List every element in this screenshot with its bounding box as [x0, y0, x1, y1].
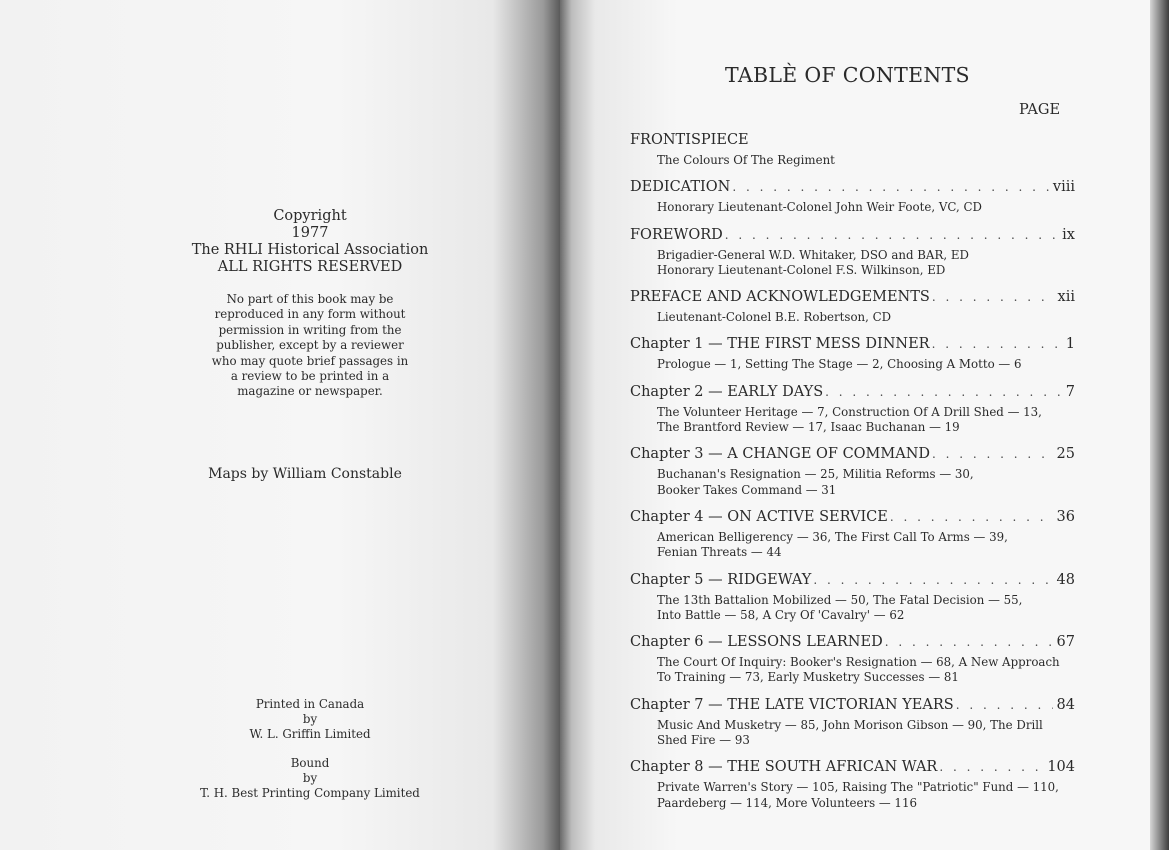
toc-subtopic-line: American Belligerency — 36, The First Call To Arms — 39,: [657, 529, 1008, 544]
bound-line: by: [302, 771, 318, 786]
toc-entry-heading: [630, 696, 1075, 714]
toc-entry-heading: [630, 288, 1075, 306]
toc-entry: [630, 335, 1075, 372]
toc-subtopic-line: Buchanan's Resignation — 25, Militia Reforms — 30,: [657, 467, 974, 482]
copyright-block: [160, 208, 460, 276]
binder-name: T. H. Best Printing Company Limited: [200, 786, 420, 801]
toc-entry-subtopics: [630, 405, 1075, 436]
toc-entry-title: Chapter 6 — LESSONS LEARNED: [630, 634, 883, 651]
toc-entry-subtopics: [630, 593, 1075, 624]
toc-page-number: 25: [1056, 446, 1075, 463]
reproduction-notice: [190, 292, 430, 400]
dot-leader: [723, 226, 1058, 244]
toc-entry-title: FRONTISPIECE: [630, 132, 749, 148]
toc-subtopic-line: Prologue — 1, Setting The Stage — 2, Choosing A Motto — 6: [657, 357, 1022, 372]
toc-entry-subtopics: [630, 357, 1075, 372]
dot-leader: [883, 633, 1053, 651]
toc-entry-title: Chapter 3 — A CHANGE OF COMMAND: [630, 446, 931, 463]
notice-line: reproduced in any form without: [214, 307, 406, 322]
toc-subtopic-line: Honorary Lieutenant-Colonel John Weir Foote, VC, CD: [657, 200, 982, 215]
toc-entry-subtopics: [630, 530, 1075, 561]
bound-line: Bound: [290, 756, 330, 770]
copyright-holder: The RHLI Historical Association: [191, 242, 429, 258]
toc-entry-heading: [630, 178, 1075, 196]
dot-leader: [888, 508, 1053, 526]
toc-subtopic-line: Fenian Threats — 44: [657, 545, 782, 560]
toc-entry: [630, 571, 1075, 624]
toc-page-number: 104: [1047, 759, 1075, 776]
toc-entry: [630, 633, 1075, 686]
dot-leader: [823, 383, 1062, 401]
toc-entry-heading: [630, 508, 1075, 526]
rights-statement: ALL RIGHTS RESERVED: [217, 259, 403, 275]
notice-line: publisher, except by a reviewer: [216, 338, 404, 353]
toc-entry-title: PREFACE AND ACKNOWLEDGEMENTS: [630, 289, 930, 306]
toc-entry-heading: [630, 383, 1075, 401]
toc-entry: [630, 508, 1075, 561]
toc-entry-subtopics: [630, 467, 1075, 498]
toc-entry: [630, 131, 1075, 168]
printed-by-block: [170, 697, 450, 743]
toc-page-number: ix: [1062, 226, 1075, 243]
toc-subtopic-line: The 13th Battalion Mobilized — 50, The Fatal Decision — 55,: [657, 592, 1023, 607]
toc-subtopic-line: The Colours Of The Regiment: [657, 153, 835, 167]
bound-by-block: [150, 756, 470, 802]
toc-entry: [630, 758, 1075, 811]
toc-entry-subtopics: [630, 248, 1075, 279]
toc-subtopic-line: Honorary Lieutenant-Colonel F.S. Wilkinson, ED: [657, 262, 946, 277]
toc-entry: [630, 383, 1075, 436]
dot-leader: [930, 445, 1053, 463]
copyright-label: Copyright: [273, 208, 347, 224]
notice-line: a review to be printed in a: [230, 369, 390, 384]
toc-subtopic-line: Shed Fire — 93: [657, 733, 750, 748]
toc-entry-title: Chapter 1 — THE FIRST MESS DINNER: [630, 336, 930, 353]
toc-entry-title: Chapter 8 — THE SOUTH AFRICAN WAR: [630, 759, 938, 776]
printer-name: W. L. Griffin Limited: [249, 727, 371, 742]
toc-subtopic-line: The Brantford Review — 17, Isaac Buchanan — 19: [657, 420, 960, 435]
table-of-contents: [630, 131, 1075, 811]
toc-page-number: 67: [1056, 634, 1075, 651]
dot-leader: [930, 288, 1054, 306]
toc-entry-heading: [630, 335, 1075, 353]
book-edge: [1150, 0, 1169, 850]
toc-entry-title: FOREWORD: [630, 226, 723, 243]
toc-entry: [630, 178, 1075, 215]
toc-subtopic-line: Private Warren's Story — 105, Raising The "Patriotic" Fund — 110,: [657, 780, 1059, 795]
toc-entry-heading: [630, 226, 1075, 244]
dot-leader: [811, 571, 1052, 589]
toc-entry: [630, 696, 1075, 749]
toc-entry-title: DEDICATION: [630, 179, 731, 196]
toc-subtopic-line: The Court Of Inquiry: Booker's Resignation — 68, A New Approach: [657, 655, 1060, 670]
dot-leader: [937, 758, 1043, 776]
toc-page-number: 7: [1065, 383, 1075, 400]
toc-page-number: 36: [1056, 508, 1075, 525]
notice-line: magazine or newspaper.: [237, 384, 383, 399]
toc-entry-subtopics: [630, 718, 1075, 749]
toc-subtopic-line: The Volunteer Heritage — 7, Construction Of A Drill Shed — 13,: [657, 404, 1042, 419]
toc-entry: [630, 288, 1075, 325]
toc-title: TABLÈ OF CONTENTS: [725, 63, 970, 87]
printed-line: by: [302, 712, 318, 727]
toc-subtopic-line: Paardeberg — 114, More Volunteers — 116: [657, 795, 917, 810]
toc-subtopic-line: Into Battle — 58, A Cry Of 'Cavalry' — 62: [657, 607, 905, 622]
toc-page-number: 1: [1065, 336, 1075, 353]
left-page: [0, 0, 560, 850]
toc-entry: [630, 445, 1075, 498]
toc-subtopic-line: Music And Musketry — 85, John Morison Gibson — 90, The Drill: [657, 717, 1043, 732]
toc-page-number: 48: [1056, 571, 1075, 588]
toc-entry-heading: [630, 445, 1075, 463]
dot-leader: [954, 696, 1053, 714]
notice-line: permission in writing from the: [218, 322, 402, 337]
toc-subtopic-line: To Training — 73, Early Musketry Successes — 81: [657, 670, 959, 685]
toc-entry-heading: [630, 633, 1075, 651]
toc-page-number: xii: [1057, 289, 1075, 306]
dot-leader: [930, 335, 1062, 353]
copyright-year: 1977: [291, 225, 329, 241]
notice-line: No part of this book may be: [226, 292, 394, 306]
toc-entry-heading: [630, 571, 1075, 589]
notice-line: who may quote brief passages in: [211, 353, 409, 368]
toc-entry-subtopics: [630, 153, 1075, 168]
toc-entry-subtopics: [630, 200, 1075, 215]
toc-subtopic-line: Lieutenant-Colonel B.E. Robertson, CD: [657, 310, 892, 325]
printed-line: Printed in Canada: [255, 697, 365, 711]
toc-subtopic-line: Booker Takes Command — 31: [657, 482, 837, 497]
toc-subtopic-line: Brigadier-General W.D. Whitaker, DSO and BAR, ED: [657, 247, 969, 262]
toc-entry-heading: [630, 758, 1075, 776]
toc-entry-subtopics: [630, 310, 1075, 325]
toc-page-number: viii: [1052, 179, 1075, 196]
toc-entry-heading: [630, 131, 1075, 149]
toc-entry-title: Chapter 4 — ON ACTIVE SERVICE: [630, 508, 888, 525]
page-column-header: PAGE: [1019, 102, 1061, 118]
toc-entry-title: Chapter 2 — EARLY DAYS: [630, 383, 824, 400]
toc-entry-title: Chapter 7 — THE LATE VICTORIAN YEARS: [630, 696, 954, 713]
dot-leader: [730, 178, 1049, 196]
toc-entry: [630, 226, 1075, 279]
toc-entry-subtopics: [630, 655, 1075, 686]
toc-entry-title: Chapter 5 — RIDGEWAY: [630, 571, 812, 588]
toc-entry-subtopics: [630, 780, 1075, 811]
maps-credit: Maps by William Constable: [208, 466, 402, 482]
toc-page-number: 84: [1056, 696, 1075, 713]
